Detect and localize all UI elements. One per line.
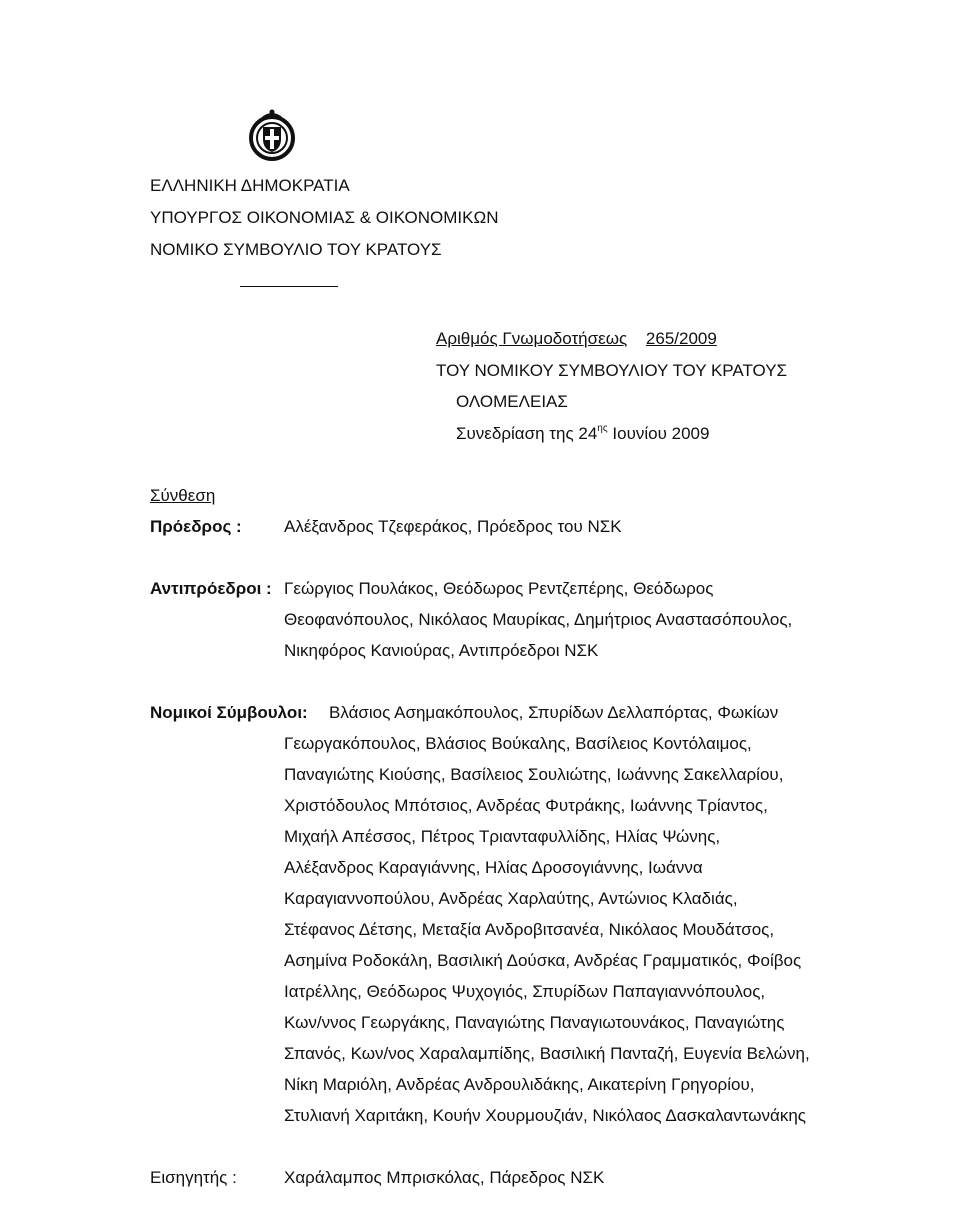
opinion-plenary: ΟΛΟΜΕΛΕΙΑΣ: [456, 392, 568, 411]
counsel-line: Σπανός, Κων/νος Χαραλαμπίδης, Βασιλική Πανταζή, Ευγενία Βελώνη,: [284, 1044, 810, 1063]
counsel-line: Χριστόδουλος Μπότσιος, Ανδρέας Φυτράκης, Ιωάννης Τρίαντος,: [284, 796, 768, 815]
counsel-line: Στέφανος Δέτσης, Μεταξία Ανδροβιτσανέα, Νικόλαος Μουδάτσος,: [284, 920, 775, 939]
vice-line: Θεοφανόπουλος, Νικόλαος Μαυρίκας, Δημήτριος Αναστασόπουλος,: [284, 610, 793, 629]
session-sup: ης: [597, 423, 608, 434]
legal-counsel-label: Νομικοί Σύμβουλοι:: [150, 703, 308, 722]
header-divider: [240, 286, 338, 287]
president-name: Αλέξανδρος Τζεφεράκος, Πρόεδρος του ΝΣΚ: [284, 517, 622, 536]
counsel-line: Στυλιανή Χαριτάκη, Κουήν Χουρμουζιάν, Νικόλαος Δασκαλαντωνάκης: [284, 1106, 806, 1125]
counsel-line: Κων/ννος Γεωργάκης, Παναγιώτης Παναγιωτουνάκος, Παναγιώτης: [284, 1013, 785, 1032]
opinion-number-label: Αριθμός Γνωμοδοτήσεως: [436, 329, 628, 348]
header-republic: ΕΛΛΗΝΙΚΗ ΔΗΜΟΚΡΑΤΙΑ: [150, 176, 350, 195]
counsel-line: Νίκη Μαριόλη, Ανδρέας Ανδρουλιδάκης, Αικατερίνη Γρηγορίου,: [284, 1075, 755, 1094]
vice-presidents-label: Αντιπρόεδροι :: [150, 579, 272, 598]
opinion-number: [436, 329, 717, 349]
vice-line: Γεώργιος Πουλάκος, Θεόδωρος Ρεντζεπέρης, Θεόδωρος: [284, 579, 714, 598]
opinion-council: ΤΟΥ ΝΟΜΙΚΟΥ ΣΥΜΒΟΥΛΙΟΥ ΤΟΥ ΚΡΑΤΟΥΣ: [436, 361, 788, 380]
opinion-session: [456, 424, 709, 444]
session-prefix: Συνεδρίαση της 24: [456, 424, 598, 443]
president-label: Πρόεδρος :: [150, 517, 242, 536]
header-council: ΝΟΜΙΚΟ ΣΥΜΒΟΥΛΙΟ ΤΟΥ ΚΡΑΤΟΥΣ: [150, 240, 442, 259]
counsel-line: Ασημίνα Ροδοκάλη, Βασιλική Δούσκα, Ανδρέας Γραμματικός, Φοίβος: [284, 951, 802, 970]
counsel-line: Γεωργακόπουλος, Βλάσιος Βούκαλης, Βασίλειος Κοντόλαιμος,: [284, 734, 752, 753]
counsel-line: Ιατρέλλης, Θεόδωρος Ψυχογιός, Σπυρίδων Παπαγιαννόπουλος,: [284, 982, 766, 1001]
opinion-number-value: 265/2009: [645, 329, 717, 348]
greek-coat-of-arms-icon: [244, 108, 300, 164]
counsel-line: Βλάσιος Ασημακόπουλος, Σπυρίδων Δελλαπόρτας, Φωκίων: [329, 703, 779, 722]
session-suffix: Ιουνίου 2009: [607, 424, 710, 443]
rapporteur-label: Εισηγητής :: [150, 1168, 237, 1187]
counsel-line: Καραγιαννοπούλου, Ανδρέας Χαρλαύτης, Αντώνιος Κλαδιάς,: [284, 889, 738, 908]
vice-line: Νικηφόρος Κανιούρας, Αντιπρόεδροι ΝΣΚ: [284, 641, 599, 660]
header-ministry: ΥΠΟΥΡΓΟΣ ΟΙΚΟΝΟΜΙΑΣ & ΟΙΚΟΝΟΜΙΚΩΝ: [150, 208, 499, 227]
counsel-line: Μιχαήλ Απέσσος, Πέτρος Τριανταφυλλίδης, Ηλίας Ψώνης,: [284, 827, 721, 846]
counsel-line: Παναγιώτης Κιούσης, Βασίλειος Σουλιώτης, Ιωάννης Σακελλαρίου,: [284, 765, 784, 784]
composition-heading: Σύνθεση: [150, 486, 216, 505]
rapporteur-name: Χαράλαμπος Μπρισκόλας, Πάρεδρος ΝΣΚ: [284, 1168, 605, 1187]
counsel-line: Αλέξανδρος Καραγιάννης, Ηλίας Δροσογιάννης, Ιωάννα: [284, 858, 703, 877]
